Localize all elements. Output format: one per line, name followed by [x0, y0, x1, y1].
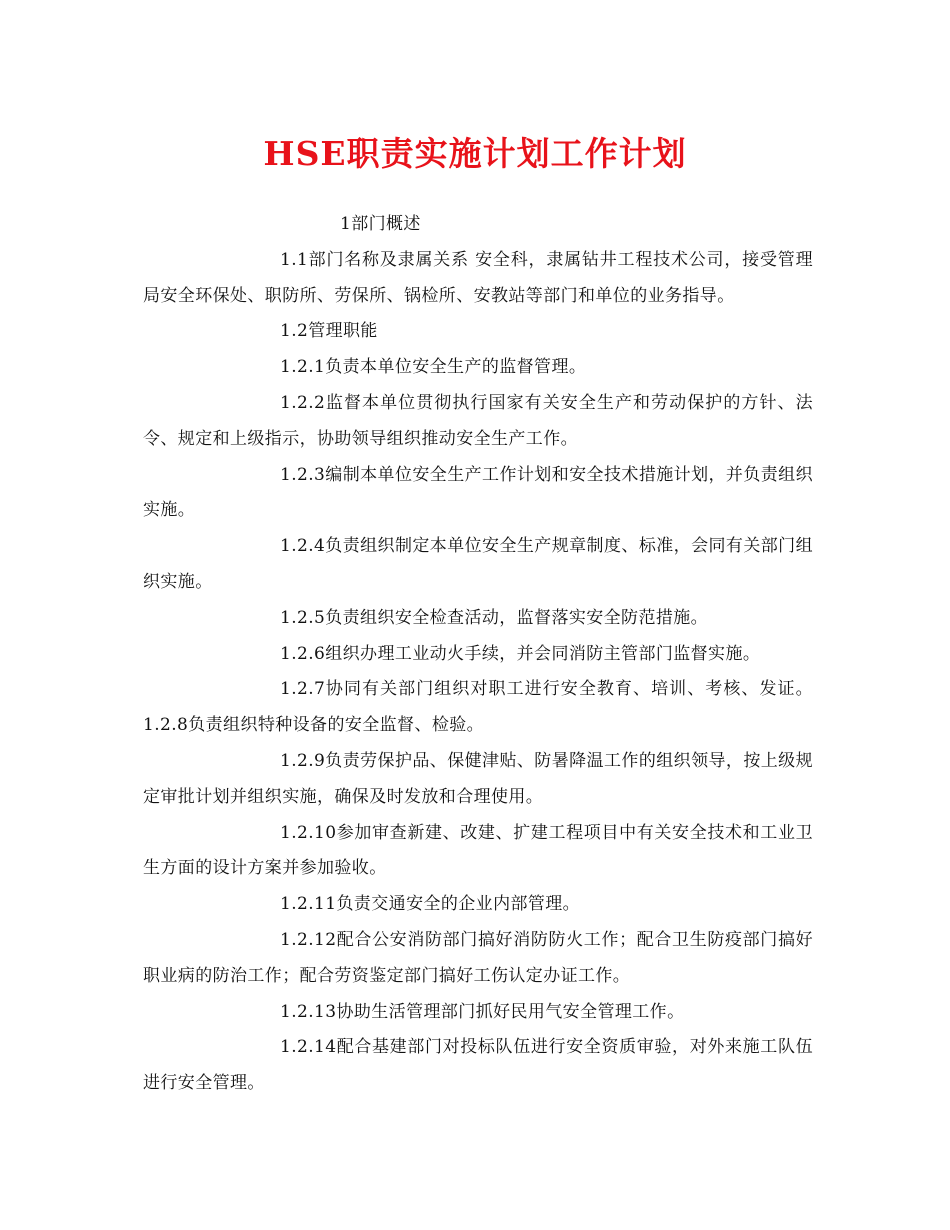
- paragraph-1-1: 1.1部门名称及隶属关系 安全科，隶属钻井工程技术公司，接受管理局安全环保处、职防所、劳保所、锅检所、安教站等部门和单位的业务指导。: [143, 249, 813, 306]
- document-body: [143, 207, 813, 1102]
- paragraph-1-2-5: 1.2.5负责组织安全检查活动，监督落实安全防范措施。: [280, 607, 709, 628]
- paragraph-1-2-6: 1.2.6组织办理工业动火手续，并会同消防主管部门监督实施。: [280, 643, 761, 664]
- paragraph-1-2-14: 1.2.14配合基建部门对投标队伍进行安全资质审验，对外来施工队伍进行安全管理。: [143, 1037, 813, 1094]
- paragraph-1-2-4: 1.2.4负责组织制定本单位安全生产规章制度、标准，会同有关部门组织实施。: [143, 536, 813, 592]
- paragraph-1-2-11: 1.2.11负责交通安全的企业内部管理。: [280, 894, 581, 915]
- paragraph-1-2-13: 1.2.13协助生活管理部门抓好民用气安全管理工作。: [280, 1001, 685, 1022]
- paragraph-1-2-1: 1.2.1负责本单位安全生产的监督管理。: [280, 357, 587, 378]
- paragraph-1-2-3: 1.2.3编制本单位安全生产工作计划和安全技术措施计划，并负责组织实施。: [143, 464, 813, 521]
- paragraph-1-2-10: 1.2.10参加审查新建、改建、扩建工程项目中有关安全技术和工业卫生方面的设计方案并参加验收。: [143, 822, 813, 879]
- paragraph-1-2-2: 1.2.2监督本单位贯彻执行国家有关安全生产和劳动保护的方针、法令、规定和上级指示，协助领导组织推动安全生产工作。: [143, 392, 813, 449]
- paragraph-1-2-12: 1.2.12配合公安消防部门搞好消防防火工作；配合卫生防疫部门搞好职业病的防治工作；配合劳资鉴定部门搞好工伤认定办证工作。: [143, 929, 813, 986]
- paragraph-1-2-9: 1.2.9负责劳保护品、保健津贴、防暑降温工作的组织领导，按上级规定审批计划并组织实施，确保及时发放和合理使用。: [143, 750, 813, 807]
- paragraph-1-2: 1.2管理职能: [280, 321, 378, 342]
- document-title: HSE职责实施计划工作计划: [263, 134, 687, 173]
- section-heading-1: 1部门概述: [340, 214, 421, 234]
- paragraph-1-2-7: 1.2.7协同有关部门组织对职工进行安全教育、培训、考核、发证。 1.2.8负责组织特种设备的安全监督、检验。: [143, 679, 813, 736]
